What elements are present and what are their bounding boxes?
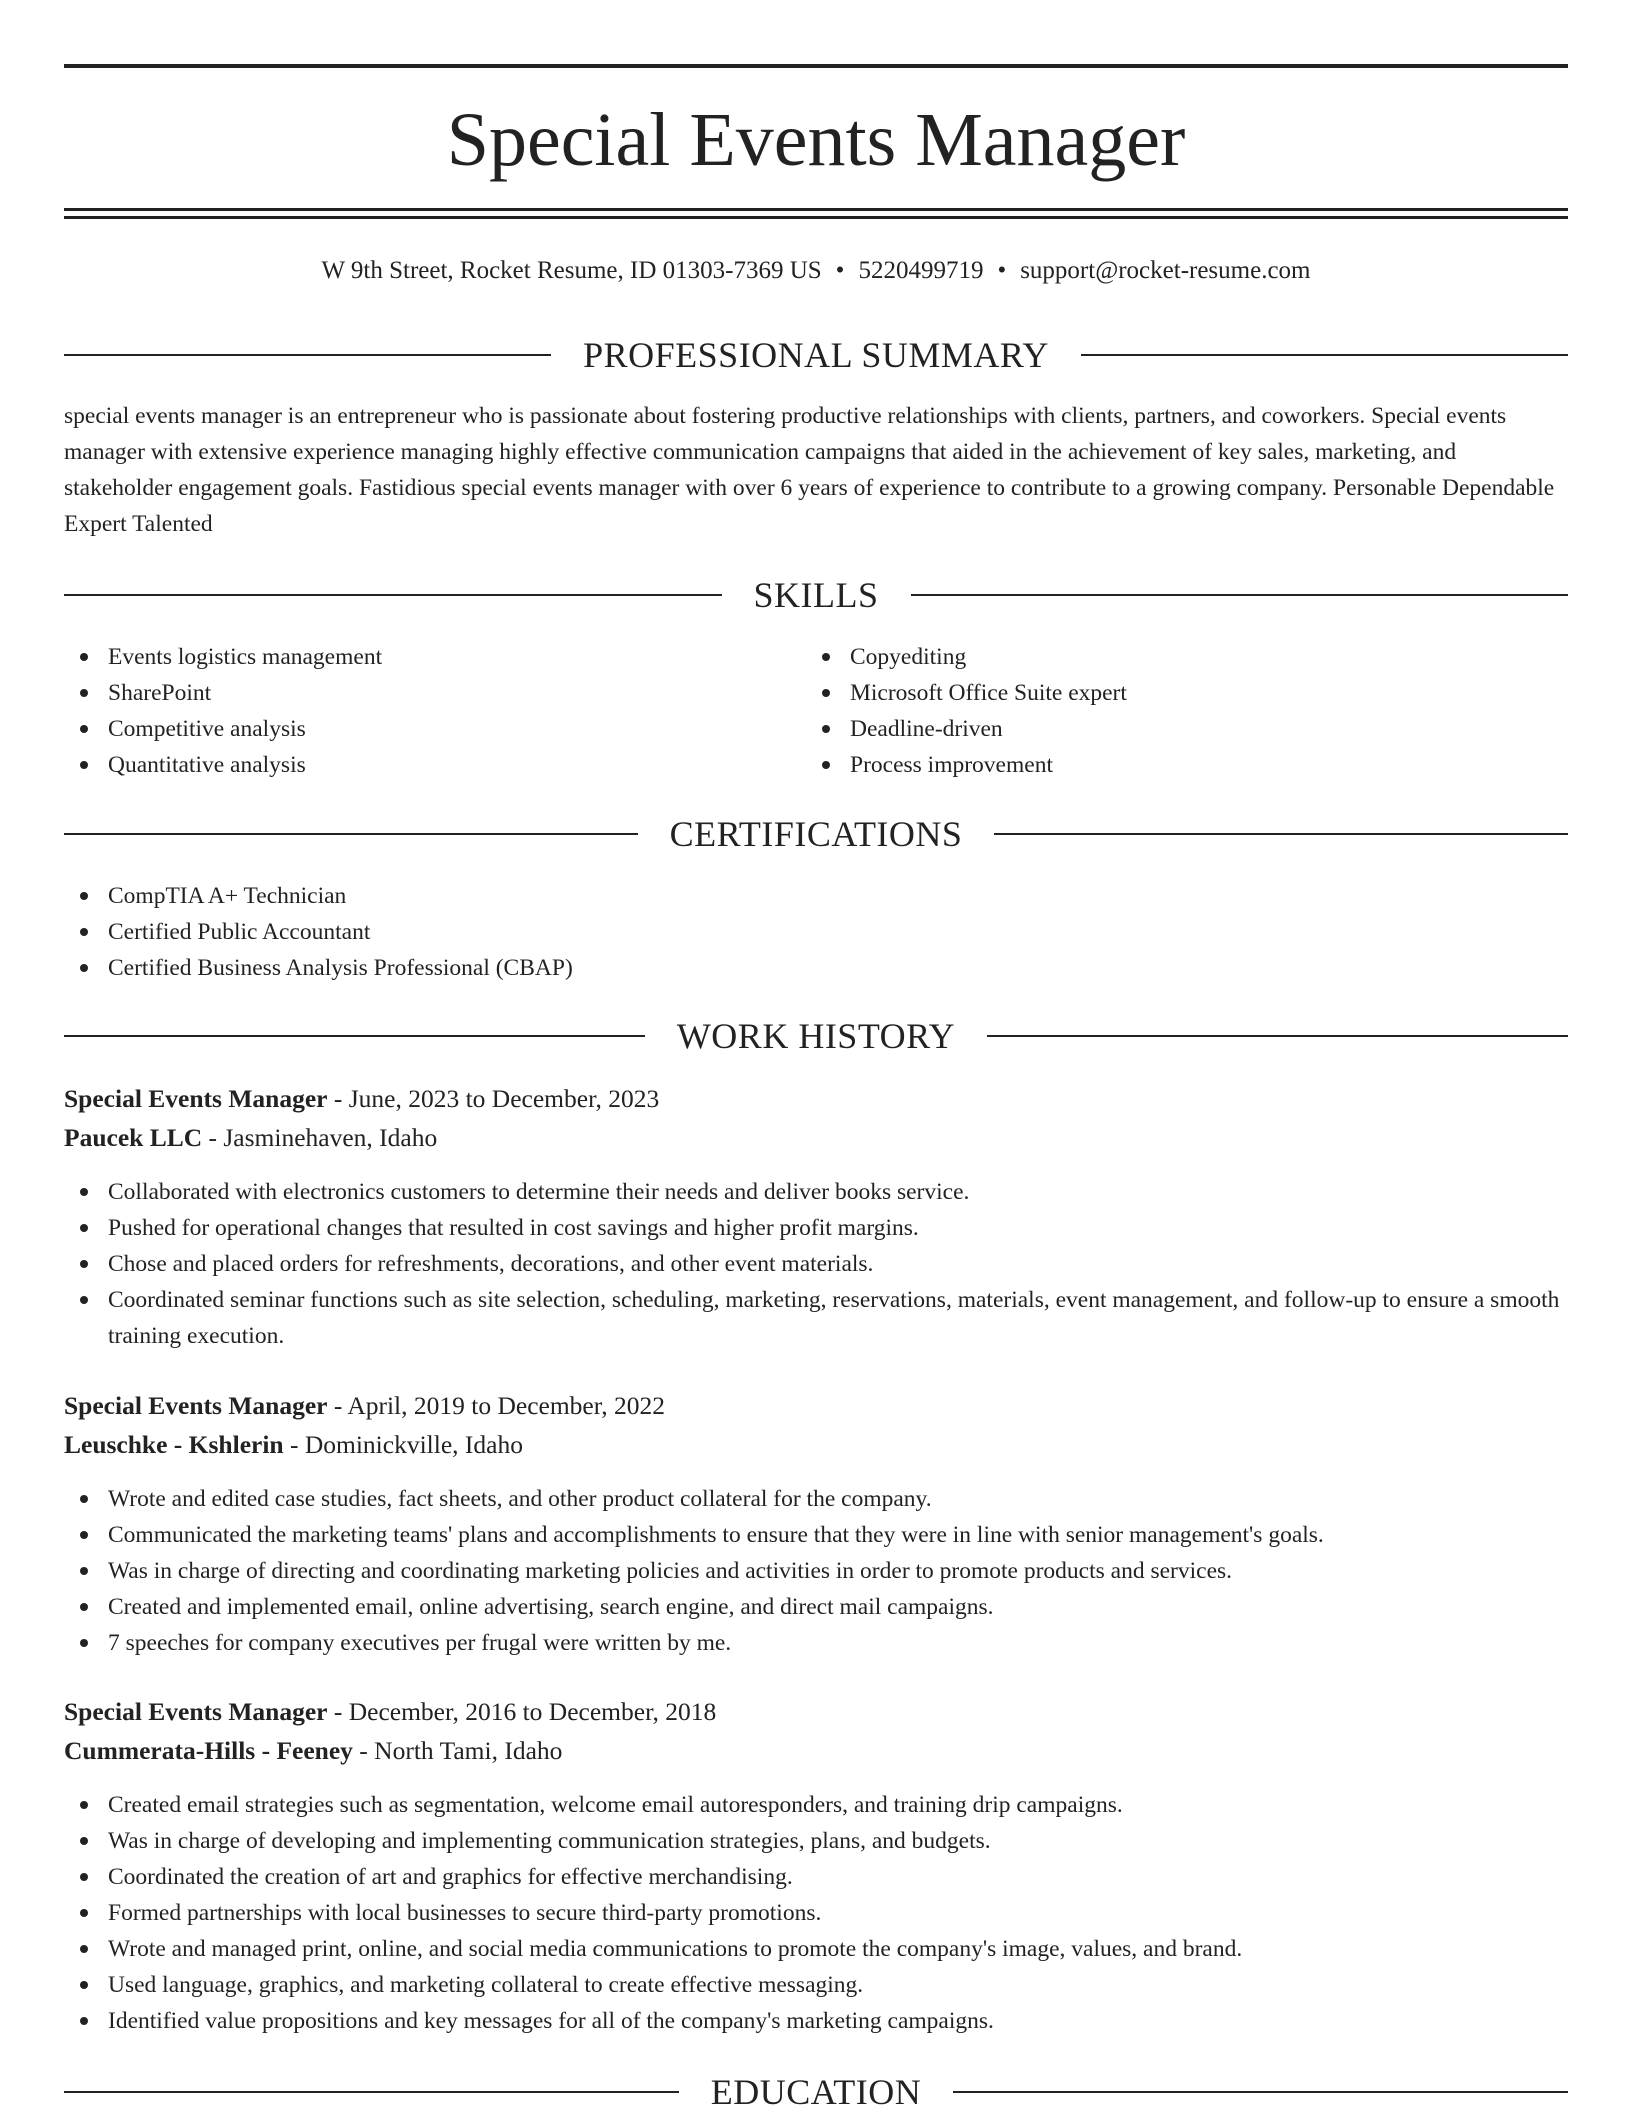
section-rule	[64, 833, 638, 835]
job-bullet: Pushed for operational changes that resulted in cost savings and higher profit margins.	[64, 1210, 1568, 1246]
skill-item: Competitive analysis	[64, 711, 764, 747]
skill-item: Microsoft Office Suite expert	[806, 675, 1506, 711]
section-title: WORK HISTORY	[676, 1016, 956, 1056]
job-company-line	[64, 1119, 1568, 1157]
skill-item: Deadline-driven	[806, 711, 1506, 747]
job-company: Cummerata-Hills - Feeney	[64, 1736, 353, 1765]
section-title: CERTIFICATIONS	[669, 814, 963, 854]
resume-title: Special Events Manager	[446, 98, 1186, 182]
job-title-line	[64, 1080, 1568, 1118]
job-dates: - April, 2019 to December, 2022	[327, 1391, 665, 1420]
section-header-education	[64, 2070, 1568, 2112]
contact-line	[64, 254, 1568, 288]
job-location: - Dominickville, Idaho	[283, 1430, 523, 1459]
job-bullet: Formed partnerships with local businesses to secure third-party promotions.	[64, 1895, 1568, 1931]
job-location: - Jasminehaven, Idaho	[202, 1123, 438, 1152]
skills-list-right	[806, 639, 1506, 783]
section-header-certifications	[64, 812, 1568, 856]
skill-item: Copyediting	[806, 639, 1506, 675]
certification-item: Certified Public Accountant	[64, 914, 1064, 950]
job-title-line	[64, 1387, 1568, 1425]
job-title: Special Events Manager	[64, 1697, 328, 1726]
section-rule	[64, 1035, 645, 1037]
section-rule	[911, 594, 1569, 596]
job-bullet: Coordinated seminar functions such as site selection, scheduling, marketing, reservations, materials, event management, and follow-up to ensure a smooth training execution.	[64, 1282, 1568, 1354]
job-bullet: Collaborated with electronics customers to determine their needs and deliver books service.	[64, 1174, 1568, 1210]
header-top-rule	[64, 64, 1568, 68]
skill-item: Process improvement	[806, 747, 1506, 783]
certifications-list	[64, 878, 1064, 986]
section-title: EDUCATION	[710, 2072, 922, 2112]
job-bullet: Created email strategies such as segmentation, welcome email autoresponders, and training drip campaigns.	[64, 1787, 1568, 1823]
job-bullet: Identified value propositions and key messages for all of the company's marketing campaigns.	[64, 2003, 1568, 2039]
skill-item: SharePoint	[64, 675, 764, 711]
job-company-line	[64, 1426, 1568, 1464]
section-header-work-history	[64, 1014, 1568, 1058]
header-bottom-rule	[64, 208, 1568, 211]
job-bullets	[64, 1787, 1568, 2039]
certification-item: Certified Business Analysis Professional (CBAP)	[64, 950, 1064, 986]
certification-item: CompTIA A+ Technician	[64, 878, 1064, 914]
skills-list-left	[64, 639, 764, 783]
section-rule	[64, 354, 551, 356]
header-bottom-rule-2	[64, 216, 1568, 219]
section-rule	[953, 2091, 1568, 2093]
contact-email: support@rocket-resume.com	[1020, 257, 1311, 284]
job-bullet: Wrote and edited case studies, fact sheets, and other product collateral for the company.	[64, 1481, 1568, 1517]
job-bullet: Was in charge of directing and coordinating marketing policies and activities in order to promote products and services.	[64, 1553, 1568, 1589]
section-title: SKILLS	[753, 575, 879, 615]
job-company: Leuschke - Kshlerin	[64, 1430, 284, 1459]
section-rule	[64, 594, 722, 596]
job-company: Paucek LLC	[64, 1123, 203, 1152]
contact-phone: 5220499719	[858, 257, 984, 284]
job-bullets	[64, 1174, 1568, 1354]
contact-address: W 9th Street, Rocket Resume, ID 01303-7369 US	[321, 257, 822, 284]
job-title-line	[64, 1693, 1568, 1731]
job-bullet: 7 speeches for company executives per frugal were written by me.	[64, 1625, 1568, 1661]
section-rule	[987, 1035, 1568, 1037]
job-bullet: Communicated the marketing teams' plans and accomplishments to ensure that they were in line with senior management's goals.	[64, 1517, 1568, 1553]
job-bullet: Used language, graphics, and marketing collateral to create effective messaging.	[64, 1967, 1568, 2003]
job-location: - North Tami, Idaho	[352, 1736, 563, 1765]
job-title: Special Events Manager	[64, 1084, 328, 1113]
job-bullet: Chose and placed orders for refreshments, decorations, and other event materials.	[64, 1246, 1568, 1282]
contact-separator: •	[997, 257, 1007, 284]
section-header-skills	[64, 573, 1568, 617]
section-header-summary	[64, 333, 1568, 377]
skill-item: Events logistics management	[64, 639, 764, 675]
job-bullets	[64, 1481, 1568, 1661]
job-company-line	[64, 1732, 1568, 1770]
job-dates: - June, 2023 to December, 2023	[327, 1084, 660, 1113]
section-rule	[1081, 354, 1568, 356]
job-title: Special Events Manager	[64, 1391, 328, 1420]
job-bullet: Wrote and managed print, online, and social media communications to promote the company's image, values, and brand.	[64, 1931, 1568, 1967]
summary-text: special events manager is an entrepreneur who is passionate about fostering productive relationships with clients, partners, and coworkers. Special events manager with extensive experience managing highly effective communication campaigns that aided in the achievement of key sales, marketing, and stakeholder engagement goals. Fastidious special events manager with over 6 years of experience to contribute to a growing company. Personable Dependable Expert Talented	[64, 403, 1555, 537]
section-title: PROFESSIONAL SUMMARY	[583, 335, 1049, 375]
job-bullet: Was in charge of developing and implementing communication strategies, plans, and budgets.	[64, 1823, 1568, 1859]
section-rule	[64, 2091, 679, 2093]
skill-item: Quantitative analysis	[64, 747, 764, 783]
job-dates: - December, 2016 to December, 2018	[327, 1697, 717, 1726]
section-rule	[994, 833, 1568, 835]
job-bullet: Coordinated the creation of art and graphics for effective merchandising.	[64, 1859, 1568, 1895]
contact-separator: •	[835, 257, 845, 284]
job-bullet: Created and implemented email, online advertising, search engine, and direct mail campaigns.	[64, 1589, 1568, 1625]
